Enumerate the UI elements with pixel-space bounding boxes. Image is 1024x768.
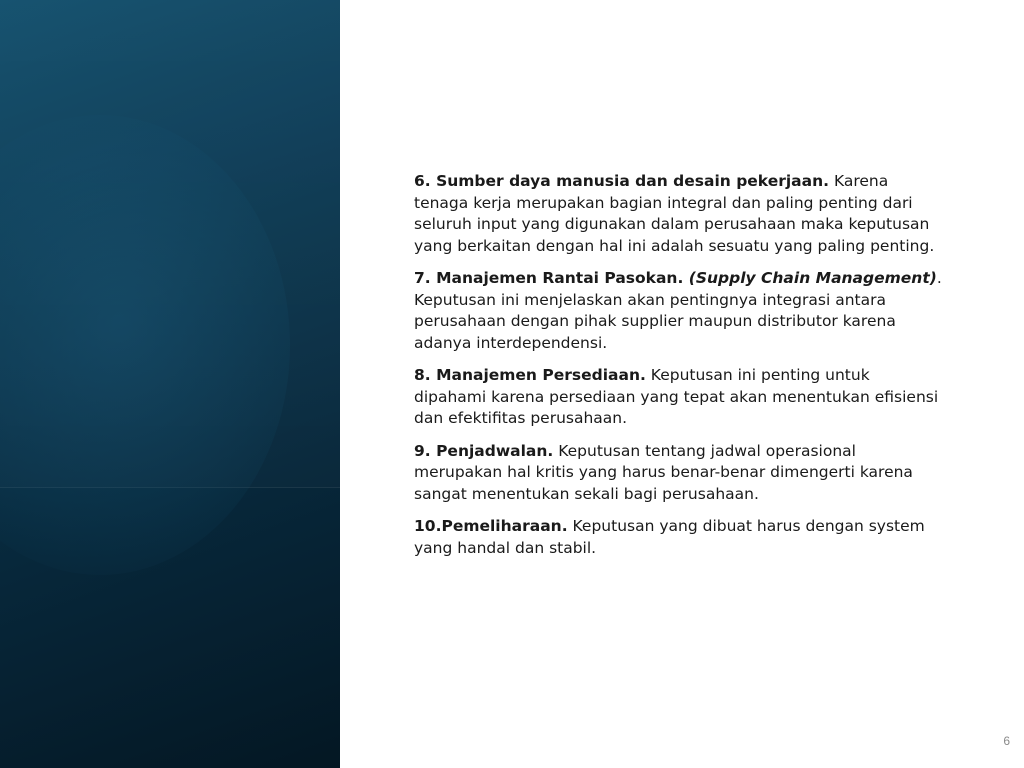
item-heading: 7. Manajemen Rantai Pasokan. [414, 269, 684, 287]
item-body: Karena tenaga kerja merupakan bagian integral dan paling penting dari seluruh input yang digunakan dalam perusahaan maka keputusan yang berkaitan dengan hal ini adalah sesuatu yang paling penting. [414, 172, 935, 255]
decorative-side-panel [0, 0, 340, 768]
item-body: . Keputusan ini menjelaskan akan pentingnya integrasi antara perusahaan dengan pihak supplier maupun distributor karena adanya interdependensi. [414, 269, 942, 352]
list-item-pemeliharaan [414, 516, 944, 559]
item-emphasis: (Supply Chain Management) [683, 269, 937, 287]
list-item-supply-chain [414, 268, 944, 354]
item-heading: 9. Penjadwalan. [414, 441, 554, 460]
item-heading: 6. Sumber daya manusia dan desain pekerjaan. [414, 172, 830, 190]
item-body: Keputusan yang dibuat harus dengan system yang handal dan stabil. [414, 517, 925, 557]
item-body: Keputusan ini penting untuk dipahami karena persediaan yang tepat akan menentukan efisiensi dan efektifitas perusahaan. [414, 366, 939, 427]
list-item-sdm [414, 171, 944, 257]
slide-content [414, 171, 944, 570]
page-number: 6 [1003, 734, 1010, 748]
item-heading: 10.Pemeliharaan. [414, 517, 568, 535]
list-item-persediaan [414, 365, 944, 430]
list-item-penjadwalan [414, 441, 944, 506]
item-heading: 8. Manajemen Persediaan. [414, 366, 646, 384]
item-body: Keputusan tentang jadwal operasional merupakan hal kritis yang harus benar-benar dimengerti karena sangat menentukan sekali bagi perusahaan. [414, 441, 913, 503]
